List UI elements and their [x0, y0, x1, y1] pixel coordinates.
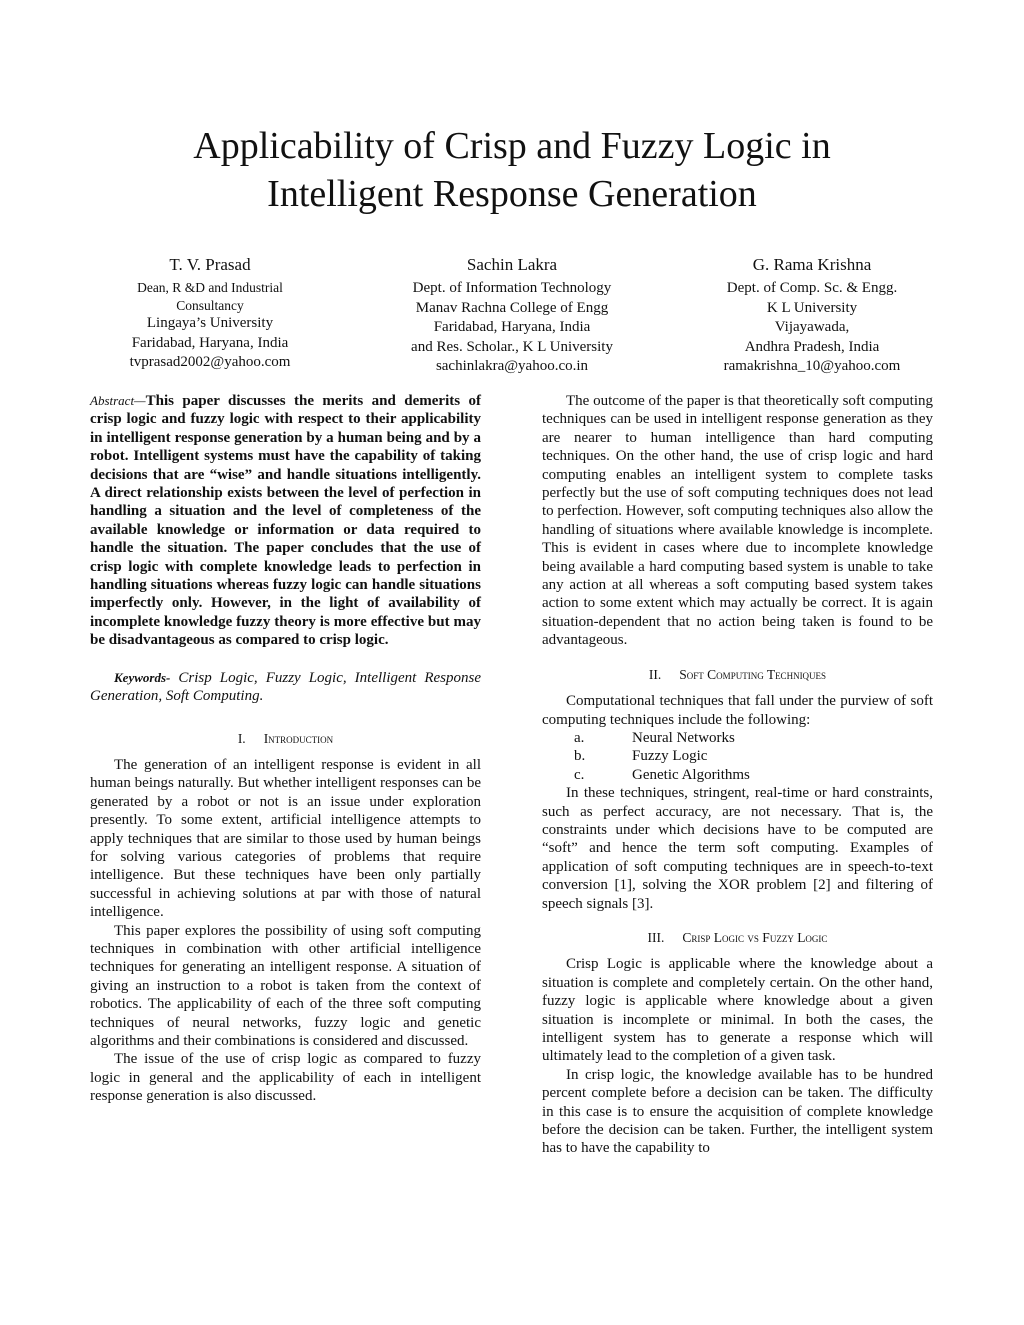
paper-title — [0, 122, 1024, 218]
keywords-label: Keywords- — [114, 669, 171, 685]
author-affiliation: Consultancy — [176, 297, 244, 313]
author-affiliation: Faridabad, Haryana, India — [131, 334, 289, 351]
list-item — [574, 729, 933, 747]
list-item-label: b. — [574, 748, 586, 765]
section-title: Crisp Logic vs Fuzzy Logic — [682, 929, 828, 945]
author-affiliation: Faridabad, Haryana, India — [433, 319, 591, 335]
section-title: Soft Computing Techniques — [679, 666, 827, 682]
keywords-text: Crisp Logic, Fuzzy Logic, Intelligent Response Generation, Soft Computing. — [90, 669, 481, 705]
abstract-label: Abstract— — [90, 393, 146, 408]
author-email: tvprasad2002@yahoo.com — [129, 354, 291, 370]
author-affiliation: Andhra Pradesh, India — [744, 338, 880, 355]
author-block-3 — [662, 254, 962, 377]
list-item-text: Neural Networks — [632, 729, 735, 746]
section-number: III. — [647, 929, 665, 945]
section-title: Introduction — [263, 730, 334, 746]
author-affiliation: Manav Rachna College of Engg — [415, 299, 609, 316]
author-name: Sachin Lakra — [466, 255, 558, 274]
author-affiliation: Lingaya’s University — [146, 315, 274, 331]
author-email: sachinlakra@yahoo.co.in — [435, 358, 589, 374]
section-number: II. — [648, 666, 662, 682]
author-affiliation: and Res. Scholar., K L University — [411, 338, 613, 355]
list-item — [574, 747, 933, 765]
author-affiliation: K L University — [766, 299, 858, 316]
abstract-text: This paper discusses the merits and demerits of crisp logic and fuzzy logic with respect to their applicability in intelligent response generation by a human being and by a robot. Intelligent systems must have the capability of taking decisions that are “wise” and handle situations intelligently. A direct relationship exists between the level of perfection in handling a situation and the level of completeness of the available knowledge or information or data required to handle the situation. The paper concludes that the use of crisp logic with complete knowledge leads to perfection in handling situations whereas fuzzy logic can handle situations imperfectly only. However, in the light of availability of incomplete knowledge fuzzy theory is more effective but may be disadvantageous as compared to crisp logic. — [90, 393, 481, 649]
author-name: G. Rama Krishna — [752, 255, 872, 274]
soft-body-paragraph: In these techniques, stringent, real-time or hard constraints, such as perfect accuracy, are not necessary. That is, the constraints under which decisions have to be computed are “soft” and hence the term soft computing. Examples of application of soft computing techniques are in speech-to-text conversion [1], solving the XOR problem [2] and filtering of speech signals [3]. — [542, 785, 933, 912]
outcome-paragraph: The outcome of the paper is that theoretically soft computing techniques can be used in intelligent response generation as they are nearer to human intelligence than hard computing techniques. On the other hand, the use of crisp logic and hard computing enables an intelligent system to complete tasks perfectly but the use of soft computing techniques does not lead to perfection. However, soft computing techniques also allow the handling of situations where available knowledge is incomplete. This is evident in cases where due to incomplete knowledge being available a hard computing based system is unable to take any action at all whereas a soft computing based system takes action to some extent which may actually be correct. It is again situation-dependent that no action being taken is found to be advantageous. — [542, 393, 933, 649]
intro-paragraph-2: This paper explores the possibility of using soft computing techniques in combination with other artificial intelligence techniques for generating an intelligent response. A situation of giving an instruction to a robot is taken from the context of robotics. The applicability of each of the three soft computing techniques of neural networks, fuzzy logic and genetic algorithms and their combinations is considered and discussed. — [90, 922, 481, 1049]
author-name: T. V. Prasad — [169, 255, 251, 274]
abstract — [90, 392, 481, 650]
keywords — [90, 669, 481, 706]
title-line-1: Applicability of Crisp and Fuzzy Logic in — [193, 125, 831, 167]
list-item-text: Fuzzy Logic — [632, 748, 708, 765]
list-item-text: Genetic Algorithms — [632, 766, 750, 783]
author-affiliation: Dean, R &D and Industrial — [137, 280, 283, 295]
left-column — [90, 392, 481, 1106]
title-line-2: Intelligent Response Generation — [267, 173, 757, 215]
section-number: I. — [237, 730, 246, 746]
technique-list — [542, 729, 933, 784]
author-affiliation: Vijayawada, — [774, 319, 850, 335]
crisp-paragraph-2: In crisp logic, the knowledge available has to be hundred percent complete before a decision can be taken. The difficulty in this case is to ensure the acquisition of complete knowledge before the decision can be taken. Further, the intelligent system has to have the capability to — [542, 1066, 933, 1157]
list-item — [574, 766, 933, 784]
section-heading-introduction — [90, 730, 481, 748]
intro-paragraph-1: The generation of an intelligent response is evident in all human beings naturally. But whether intelligent responses can be generated by a robot or not is an issue under exploration presently. To some extent, artificial intelligence attempts to apply techniques that are similar to those used by human beings for solving various categories of problems that require intelligence. But these techniques have been only partially successful in achieving solutions at par with those of natural intelligence. — [90, 756, 481, 921]
author-affiliation: Dept. of Information Technology — [412, 280, 612, 296]
list-item-label: a. — [574, 729, 585, 746]
soft-intro-paragraph: Computational techniques that fall under the purview of soft computing techniques include the following: — [542, 693, 933, 728]
section-heading-soft-computing — [542, 666, 933, 684]
author-affiliation: Dept. of Comp. Sc. & Engg. — [726, 280, 898, 296]
author-block-1 — [60, 254, 360, 373]
author-email: ramakrishna_10@yahoo.com — [723, 358, 901, 374]
list-item-label: c. — [574, 766, 585, 783]
right-column — [542, 392, 933, 1158]
section-heading-crisp-vs-fuzzy — [542, 929, 933, 947]
author-block-2 — [362, 254, 662, 377]
crisp-paragraph-1: Crisp Logic is applicable where the knowledge about a situation is complete and completely certain. On the other hand, fuzzy logic is applicable where knowledge about a given situation is incomplete or minimal. In both the cases, the intelligent system has to generate a response which will ultimately lead to the completion of a given task. — [542, 956, 933, 1065]
intro-paragraph-3: The issue of the use of crisp logic as compared to fuzzy logic in general and the applicability of each in intelligent response generation is also discussed. — [90, 1051, 481, 1105]
